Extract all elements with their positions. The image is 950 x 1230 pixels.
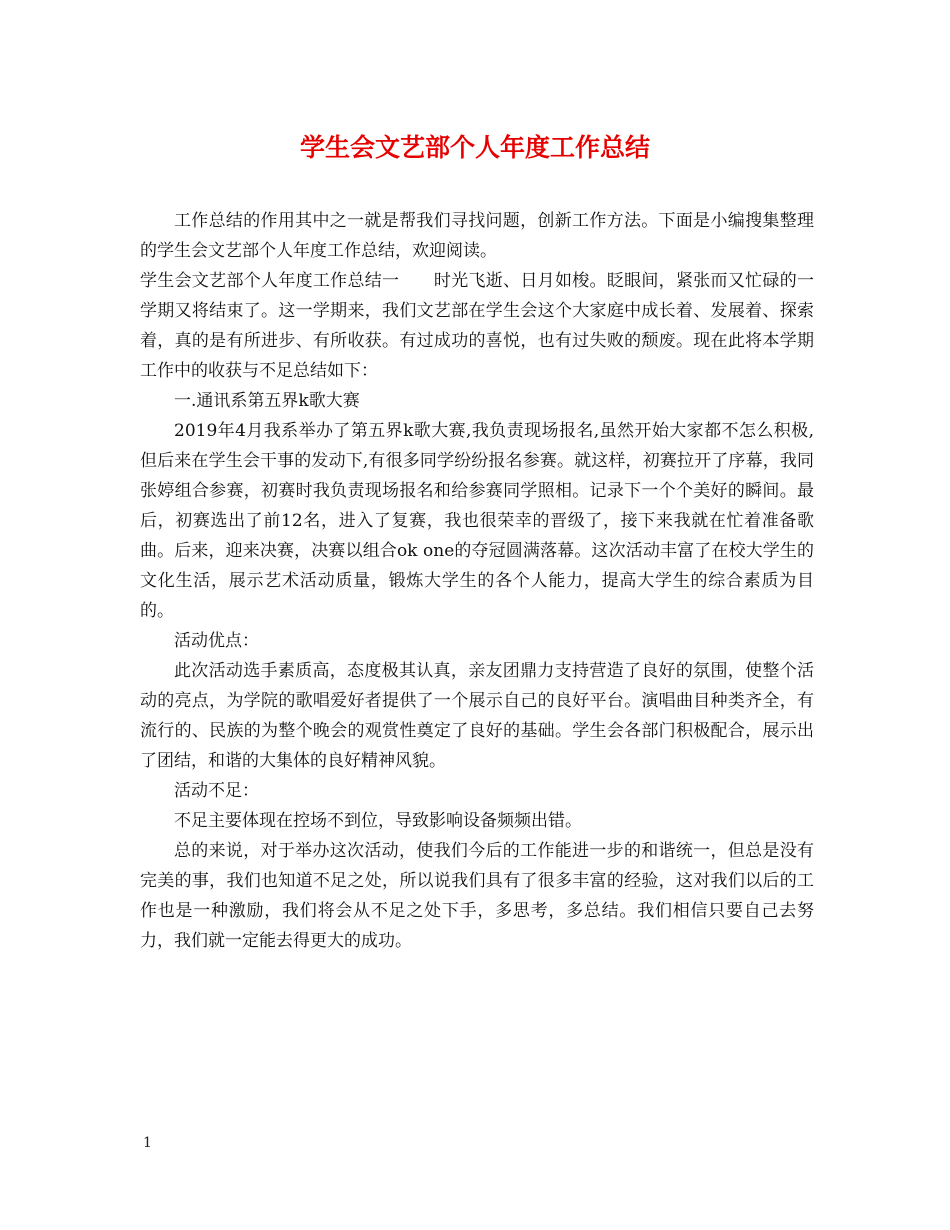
paragraph-summary-opening: 学生会文艺部个人年度工作总结一 时光飞逝、日月如梭。眨眼间，紧张而又忙碌的一学期又将结束了。这一学期来，我们文艺部在学生会这个大家庭中成长着、发展着、探索着，真的是有所进步、有所收获。有过成功的喜悦，也有过失败的颓废。现在此将本学期工作中的收获与不足总结如下：: [140, 271, 814, 381]
page-number: 1: [143, 1135, 152, 1151]
paragraph-shortcomings: 不足主要体现在控场不到位，导致影响设备频频出错。: [174, 811, 582, 831]
document-body: [140, 206, 814, 956]
subheading-advantages: 活动优点：: [174, 631, 259, 651]
subheading-shortcomings: 活动不足：: [174, 781, 259, 801]
document-title: 学生会文艺部个人年度工作总结: [299, 133, 650, 162]
paragraph-conclusion: 总的来说，对于举办这次活动，使我们今后的工作能进一步的和谐统一，但总是没有完美的事，我们也知道不足之处，所以说我们具有了很多丰富的经验，这对我们以后的工作也是一种激励，我们将会从不足之处下手，多思考，多总结。我们相信只要自己去努力，我们就一定能去得更大的成功。: [140, 841, 814, 951]
paragraph-advantages: 此次活动选手素质高，态度极其认真，亲友团鼎力支持营造了良好的氛围，使整个活动的亮点，为学院的歌唱爱好者提供了一个展示自己的良好平台。演唱曲目种类齐全，有流行的、民族的为整个晚会的观赏性奠定了良好的基础。学生会各部门积极配合，展示出了团结，和谐的大集体的良好精神风貌。: [140, 661, 814, 771]
section-heading-k-song-contest: 一.通讯系第五界k歌大赛: [174, 391, 360, 411]
paragraph-intro: 工作总结的作用其中之一就是帮我们寻找问题，创新工作方法。下面是小编搜集整理的学生会文艺部个人年度工作总结，欢迎阅读。: [140, 211, 814, 261]
paragraph-contest-description: 2019年4月我系举办了第五界k歌大赛,我负责现场报名,虽然开始大家都不怎么积极,但后来在学生会干事的发动下,有很多同学纷纷报名参赛。就这样，初赛拉开了序幕，我同张婷组合参赛，初赛时我负责现场报名和给参赛同学照相。记录下一个个美好的瞬间。最后，初赛选出了前12名，进入了复赛，我也很荣幸的晋级了，接下来我就在忙着准备歌曲。后来，迎来决赛，决赛以组合ok one的夺冠圆满落幕。这次活动丰富了在校大学生的文化生活，展示艺术活动质量，锻炼大学生的各个人能力，提高大学生的综合素质为目的。: [140, 421, 814, 621]
